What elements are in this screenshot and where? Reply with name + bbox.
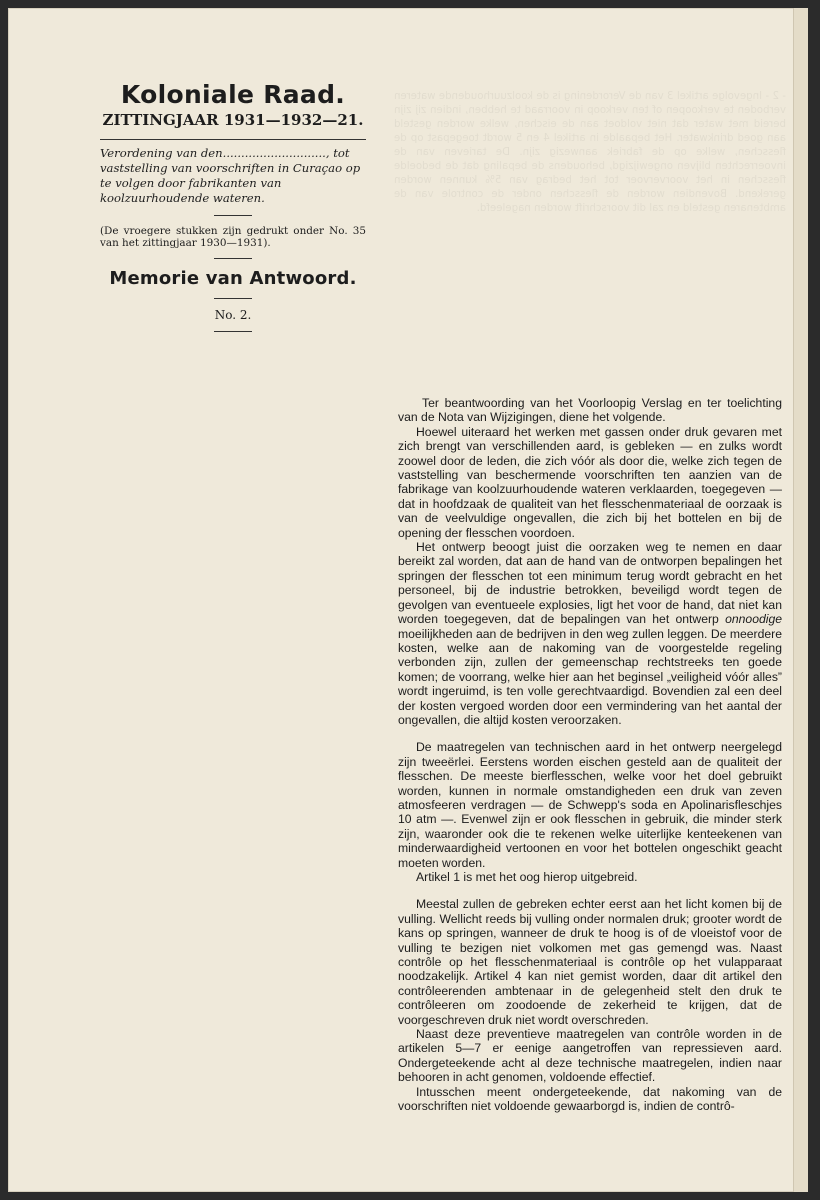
body-text (398, 396, 782, 1114)
paragraph-text: moeilijkheden aan de bedrijven in den weg zullen leggen. De meerdere kosten, welke aan de nakoming van de voorgestelde regeling verbonden zijn, zullen der gemeenschap rechtstreeks ten goede komen; de voorrang, welke hier aan het beginsel „veiligheid vóór alles” wordt ingeruimd, is ten volle gerechtvaardigd. Bovendien zal een deel der kosten vergoed worden door een vermindering van het aantal der ongevallen, die altijd kosten veroorzaken. (398, 626, 782, 727)
ordinance-description: Verordening van den............................, tot vaststelling van voorschriften in Curaçao op te volgen door fabrikanten van koolzuurhoudende wateren. (100, 139, 366, 206)
paragraph: Ter beantwoording van het Voorloopig Verslag en ter toelichting van de Nota van Wijzigingen, diene het volgende. (398, 396, 782, 425)
paragraph: De maatregelen van technischen aard in het ontwerp neergelegd zijn tweeërlei. Eerstens worden eischen gesteld aan de qualiteit der flesschen. De meeste bierflesschen, welke voor het doel gebruikt worden, kunnen in normale omstandigheden een druk van zeven atmosfeeren verdragen — de Schwepp's soda en Apolinarisfleschjes 10 atm —. Evenwel zijn er ook flesschen in gebruik, die minder sterk zijn, waaronder ook die te rekenen welke uiterlijke kenteekenen van minderwaardigheid vertoonen en voor het bottelen ongeschikt geacht moeten worden. (398, 740, 782, 870)
paragraph-text: Het ontwerp beoogt juist die oorzaken weg te nemen en daar bereikt zal worden, dat aan de hand van de ontworpen bepalingen het springen der flesschen tot een minimum terug wordt gebracht en het personeel, bij de industrie betrokken, beveiligd wordt tegen de gevolgen van eventueele explosies, ligt het voor de hand, dat niet kan worden toegegeven, dat de bepalingen van het ontwerp (398, 540, 782, 627)
previous-documents-note: (De vroegere stukken zijn gedrukt onder No. 35 van het zittingjaar 1930—1931). (100, 225, 366, 249)
paragraph (398, 540, 782, 727)
divider (214, 331, 252, 332)
paragraph: Artikel 1 is met het oog hierop uitgebreid. (416, 870, 638, 884)
divider (214, 298, 252, 299)
document-page (8, 8, 808, 1192)
bleed-through-text: - 2 - Ingevolge artikel 3 van de Verordening is de koolzuurhoudende wateren verboden te verkoopen of ten verkoop in voorraad te hebben, indien zij zijn bereid met water dat niet voldoet aan de eischen, welke worden gesteld aan goed drinkwater. Het bepaalde in artikel 4 en 5 wordt toegepast op de flesschen, welke op de fabriek aanwezig zijn. De tarieven van de invoerrechten blijven ongewijzigd, behoudens de bepaling dat de bedoelde flesschen in het voorvervoer tot het bedrag van 5% kunnen worden gerekend. Bovendien worden de flesschen onder de controle van de ambtenaren gesteld en zal dit voorschrift worden nageleefd. (394, 91, 786, 214)
document-number: No. 2. (214, 308, 252, 322)
page-title: Koloniale Raad. (120, 80, 346, 109)
paragraph: Intusschen meent ondergeteekende, dat nakoming van de voorschriften niet voldoende gewaarborgd is, indien de contrô- (398, 1084, 782, 1114)
page-edge (793, 8, 808, 1192)
session-year: ZITTINGJAAR 1931—1932—21. (102, 111, 364, 129)
paragraph: Hoewel uiteraard het werken met gassen onder druk gevaren met zich brengt van verschillenden aard, is gebleken — en zulks wordt zoowel door de leden, die zich vóór als door die, welke zich tegen de vaststelling van beschermende voorschriften ten aanzien van de fabrikage van koolzuurhoudende wateren verklaarden, toegegeven — dat in hoofdzaak de qualiteit van het flesschenmateriaal de oorzaak is van de veelvuldige ongevallen, die zich bij het bottelen en bij de opening der flesschen voordoen. (398, 424, 782, 540)
emphasis-word: onnoodige (725, 612, 783, 627)
paragraph: Meestal zullen de gebreken echter eerst aan het licht komen bij de vulling. Wellicht reeds bij vulling onder normalen druk; grooter wordt de kans op springen, wanneer de druk te hoog is of de vloeistof voor de vulling te bezigen niet volkomen met gas gemengd was. Naast contrôle op het flesschenmateriaal is contrôle op het vulapparaat noodzakelijk. Artikel 4 kan niet gemist worden, daar dit artikel den contrôleerenden ambtenaar in de gelegenheid stelt den druk te contrôleeren om zoodoende de zekerheid te krijgen, dat de voorgeschreven druk niet wordt overschreden. (398, 897, 782, 1027)
document-title: Memorie van Antwoord. (109, 268, 357, 289)
header-block (100, 80, 366, 341)
paragraph: Naast deze preventieve maatregelen van contrôle worden in de artikelen 5—7 er eenige aangetroffen van repressieven aard. Ondergeteekende acht al deze technische maatregelen, indien naar behooren in acht genomen, voldoende effectief. (398, 1027, 782, 1085)
divider (214, 215, 252, 216)
divider (214, 258, 252, 259)
